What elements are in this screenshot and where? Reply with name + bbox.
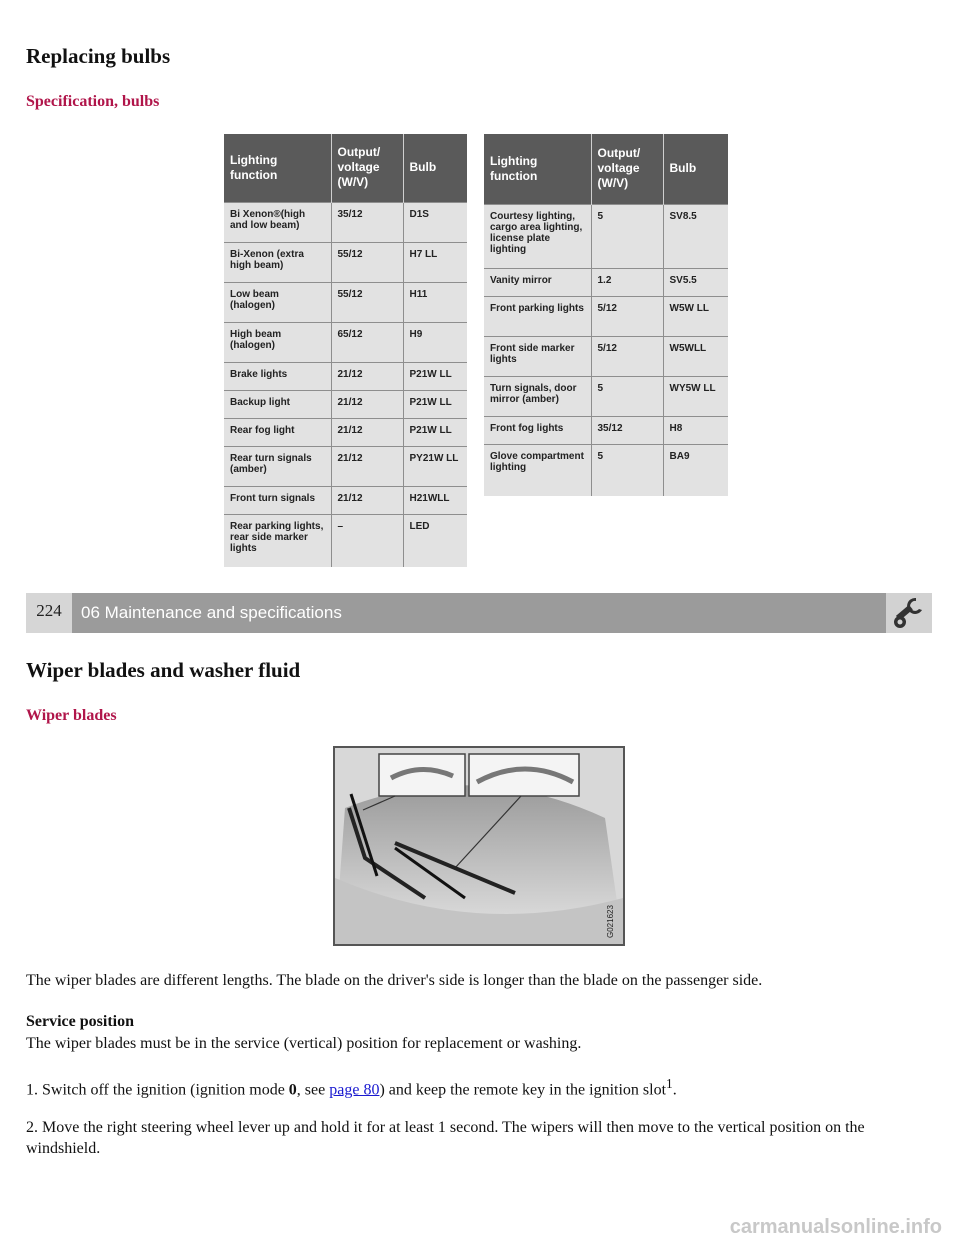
cell-bulb: H9 (403, 322, 467, 362)
paragraph-wiper-lengths: The wiper blades are different lengths. The blade on the driver's side is longer than the blade on the passenger side. (26, 972, 763, 989)
cell-output: 21/12 (331, 446, 403, 486)
table-row (484, 416, 728, 444)
section-title-replacing-bulbs: Replacing bulbs (26, 44, 171, 68)
cell-output: – (331, 514, 403, 567)
cell-function: Front side marker lights (484, 336, 591, 376)
subtitle-wiper-blades: Wiper blades (26, 707, 117, 724)
cell-output: 5 (591, 376, 663, 416)
step-1-text: 1. Switch off the ignition (ignition mode (26, 1081, 289, 1099)
cell-output: 5/12 (591, 296, 663, 336)
cell-function: Brake lights (224, 362, 331, 390)
cell-output: 21/12 (331, 362, 403, 390)
page-80-link[interactable]: page 80 (329, 1081, 380, 1099)
page-section-bar (26, 593, 932, 633)
cell-function: Low beam (halogen) (224, 282, 331, 322)
cell-function: Bi-Xenon (extra high beam) (224, 242, 331, 282)
table-row (224, 282, 467, 322)
table-row (224, 486, 467, 514)
table-row (224, 446, 467, 486)
cell-function: Bi Xenon®(high and low beam) (224, 202, 331, 242)
cell-bulb: BA9 (663, 444, 728, 496)
footnote-marker: 1 (666, 1076, 673, 1091)
cell-function: Turn signals, door mirror (amber) (484, 376, 591, 416)
cell-bulb: PY21W LL (403, 446, 467, 486)
cell-bulb: W5WLL (663, 336, 728, 376)
cell-output: 55/12 (331, 242, 403, 282)
cell-bulb: SV5.5 (663, 268, 728, 296)
table-row (224, 242, 467, 282)
heading-service-position: Service position (26, 1013, 134, 1030)
chapter-title: 06 Maintenance and specifications (81, 603, 342, 622)
cell-function: Courtesy lighting, cargo area lighting, license plate lighting (484, 204, 591, 268)
cell-bulb: D1S (403, 202, 467, 242)
cell-bulb: WY5W LL (663, 376, 728, 416)
step-2: 2. Move the right steering wheel lever up and hold it for at least 1 second. The wipers will then move to the vertical position on the windshield. (26, 1119, 865, 1157)
section-title-wiper-blades: Wiper blades and washer fluid (26, 658, 301, 682)
cell-output: 65/12 (331, 322, 403, 362)
table-row (484, 336, 728, 376)
table-row (484, 296, 728, 336)
image-code: G021623 (606, 905, 615, 938)
step-1-text: , see (296, 1081, 330, 1099)
cell-output: 5 (591, 444, 663, 496)
cell-function: Rear parking lights, rear side marker lights (224, 514, 331, 567)
table-row (484, 376, 728, 416)
cell-bulb: H8 (663, 416, 728, 444)
step-1-text: . (672, 1081, 677, 1099)
table-row (484, 268, 728, 296)
cell-output: 21/12 (331, 486, 403, 514)
cell-bulb: H21WLL (403, 486, 467, 514)
header-output-voltage: Output/ voltage (W/V) (591, 134, 663, 204)
cell-function: Glove compartment lighting (484, 444, 591, 496)
table-row (224, 390, 467, 418)
cell-bulb: W5W LL (663, 296, 728, 336)
table-row (224, 362, 467, 390)
cell-function: Backup light (224, 390, 331, 418)
cell-bulb: H7 LL (403, 242, 467, 282)
header-bulb: Bulb (663, 134, 728, 204)
table-row (484, 444, 728, 496)
cell-bulb: SV8.5 (663, 204, 728, 268)
step-1-text: ) and keep the remote key in the ignition slot (379, 1081, 667, 1099)
cell-bulb: H11 (403, 282, 467, 322)
cell-function: High beam (halogen) (224, 322, 331, 362)
cell-bulb: P21W LL (403, 418, 467, 446)
cell-output: 35/12 (591, 416, 663, 444)
ignition-mode: 0 (288, 1081, 297, 1099)
cell-output: 5/12 (591, 336, 663, 376)
cell-output: 21/12 (331, 390, 403, 418)
bulb-table-right (484, 134, 728, 496)
table-row (224, 514, 467, 567)
page-number: 224 (26, 593, 72, 633)
subtitle-specification-bulbs: Specification, bulbs (26, 93, 160, 110)
bulb-table-left (224, 134, 467, 567)
cell-function: Front parking lights (484, 296, 591, 336)
wiper-blades-illustration (333, 746, 625, 946)
table-row (224, 418, 467, 446)
cell-bulb: LED (403, 514, 467, 567)
watermark: carmanualsonline.info (729, 1216, 942, 1238)
cell-bulb: P21W LL (403, 390, 467, 418)
cell-function: Rear turn signals (amber) (224, 446, 331, 486)
table-row (224, 202, 467, 242)
table-row (224, 322, 467, 362)
step-1 (26, 1073, 936, 1100)
header-lighting-function: Lighting function (484, 134, 591, 204)
cell-output: 55/12 (331, 282, 403, 322)
cell-output: 21/12 (331, 418, 403, 446)
cell-output: 35/12 (331, 202, 403, 242)
cell-output: 1.2 (591, 268, 663, 296)
cell-bulb: P21W LL (403, 362, 467, 390)
header-lighting-function: Lighting function (224, 134, 331, 202)
header-bulb: Bulb (403, 134, 467, 202)
cell-output: 5 (591, 204, 663, 268)
cell-function: Front fog lights (484, 416, 591, 444)
paragraph-service-position: The wiper blades must be in the service (vertical) position for replacement or washing. (26, 1035, 582, 1052)
cell-function: Front turn signals (224, 486, 331, 514)
cell-function: Vanity mirror (484, 268, 591, 296)
wrench-service-icon (886, 593, 932, 633)
cell-function: Rear fog light (224, 418, 331, 446)
header-output-voltage: Output/ voltage (W/V) (331, 134, 403, 202)
table-row (484, 204, 728, 268)
